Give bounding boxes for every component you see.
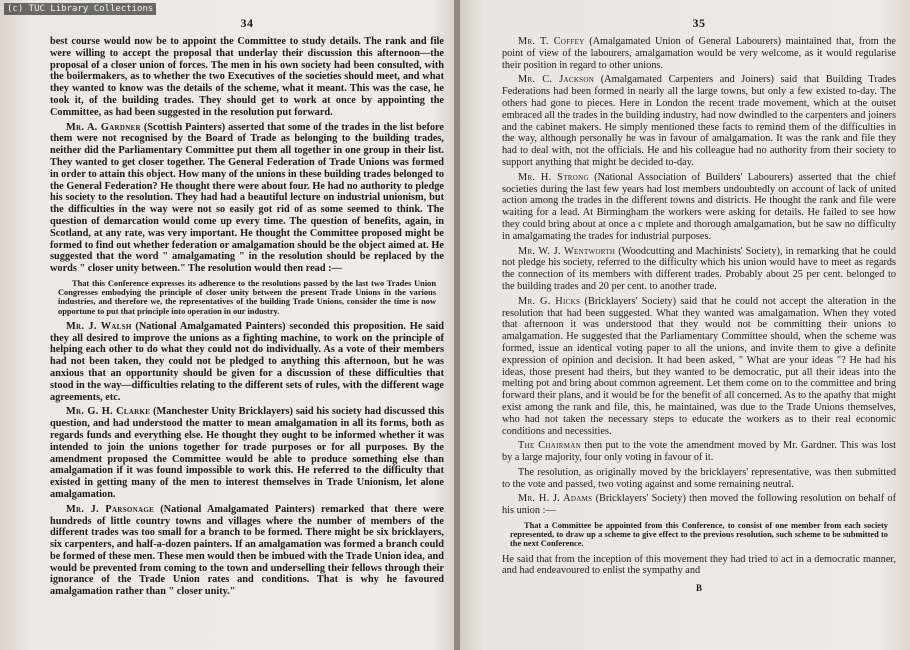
speaker-name: Mr. G. H. Clarke <box>66 406 151 418</box>
speaker-paragraph <box>50 406 444 500</box>
collection-watermark: (c) TUC Library Collections <box>4 3 156 15</box>
resolution-text <box>58 279 436 316</box>
paragraph <box>50 36 444 119</box>
speaker-paragraph <box>502 493 896 517</box>
speaker-name: Mr. W. J. Wentworth <box>518 245 616 257</box>
paragraph-text: then put to the vote the amendment moved by Mr. Gardner. This was lost by a large majority, four only voting in favour of it. <box>502 440 896 464</box>
right-page <box>458 0 910 650</box>
speaker-paragraph <box>50 504 444 598</box>
speaker-paragraph <box>502 36 896 71</box>
paragraph-text: (National Amalgamated Painters) remarked that there were hundreds of little country towns and villages where the number of members of the different trades was too small for a branch to be formed. There might be six bricklayers, six carpenters, and half-a-dozen painters. If an amalgamation was formed a branch could be formed of these men. These men would then be imbued with the Trade Union idea, and would be prevented from coming to the town and underselling their fellows through their ignorance of the Trade Union rates and conditions. That is why he favoured amalgamation rather than " closer unity." <box>50 503 444 598</box>
book-gutter <box>454 0 460 650</box>
paragraph-text: (Amalgamated Carpenters and Joiners) said that Building Trades Federations had been formed in nearly all the large towns, but only a few existed to-day. The others had gone to pieces. Here in London the recent trade movement, which at the outset embraced all the trades in the building industry, had now dwindled to the carpenters and joiners and the cabinet makers. He simply mentioned these facts to remind them of the difficulties in the way, although personally he was in favour of amalgamation. It was the rank and file they had to deal with, not the officials. He and his colleague had no authority from their society to support anything that might be decided to-day. <box>502 74 896 168</box>
speaker-paragraph <box>502 296 896 438</box>
paragraph-text: The resolution, as originally moved by the bricklayers' representative, was then submitted to the vote and passed, two voting against and some remaining neutral. <box>502 466 896 490</box>
paragraph-text: (Scottish Painters) asserted that some of the trades in the list before them were not recognised by the Board of Trade as belonging to the building trades, neither did the Parliamentary Committee put them all together in one group in their list. They wanted to get closer together. The General Federation of Trade Unions was formed in order to attain this object. How many of the unions in these building trades belonged to the General Federation? He thought there were about four. He had no authority to pledge his society to the resolution. They had had a beautiful lecture on industrial unionism, but the difficulties in the way were not so easily got rid of as some seemed to think. The question of demarcation would come up every time. The question of benefits, again, in Scotland, at any rate, was very important. He thought the Committee proposed might be formed to find out whether federation or amalgamation should be the object aimed at. He suggested that the word " amalgamating " in the resolution should be replaced by the words " closer unity between." The resolution would then read :— <box>50 121 444 275</box>
right-page-number: 35 <box>692 16 706 30</box>
speaker-paragraph <box>50 321 444 404</box>
paragraph-text: (Woodcutting and Machinists' Society), in remarking that he could not pledge his society, referred to the difficulty which his union would have to meet as regards the connection of its members with different trades. Probably about 25 per cent. belonged to the building trades and 20 per cent. to another trade. <box>502 245 896 292</box>
speaker-name: The Chairman <box>518 440 581 452</box>
left-page-text <box>50 36 444 598</box>
paragraph-text: (Manchester Unity Bricklayers) said his society had discussed this question, and had understood the matter to mean amalgamation in all its forms, both as regards funds and everything else. He thought they ought to be informed whether it was intended to join the unions together for trade purposes or for all purposes. By the amendment proposed the Committee would be able to produce something else than amalgamation if it was found impossible to work this. He referred to the difficulty that existed in getting many of the men to interest themselves in Trade Unionism, let alone amalgamation. <box>50 406 444 500</box>
speaker-paragraph <box>502 440 896 464</box>
paragraph-text: (Bricklayers' Society) said that he could not accept the alteration in the resolution that had been suggested. What they wanted was amalgamation. When they voted that afternoon it was understood that they would not be committing their unions to amalgamation. He suggested that the Parliamentary Committee should, when the scheme was formed, issue an identical voting paper to all the unions, and invite them to give a definite expression of opinion and decision. It had been asked, " What are your ideas "? He had his ideas, those present had theirs, but they wanted to be democratic, put all their ideas into the melting pot and bring about common agreement. Let them come on to the committee and bring forward their plans, and it would be for the benefit of all concerned. As to the apathy that might exist among the rank and file, this, he maintained, was due to the Trade Unions themselves, who had not taken the necessary steps to educate the workers as to their real economic conditions and necessities. <box>502 295 896 437</box>
signature-mark: B <box>695 583 702 594</box>
paragraph-text: (Amalgamated Union of General Labourers) maintained that, from the point of view of the labourers, amalgamation would be very welcome, as it would regularise their position in regard to other unions. <box>502 36 896 71</box>
right-page-text <box>502 36 896 577</box>
paragraph-text: That a Committee be appointed from this Conference, to consist of one member from each society represented, to draw up a scheme to give effect to the previous resolution, such scheme to be submitted to the next Conference. <box>510 521 888 549</box>
speaker-paragraph <box>50 122 444 275</box>
paragraph-text: (Bricklayers' Society) then moved the following resolution on behalf of his union :— <box>502 493 896 517</box>
paragraph-text: He said that from the inception of this movement they had tried to act in a democratic manner, and had endeavoured to enlist the sympathy and <box>502 553 896 577</box>
left-page-number: 34 <box>240 16 254 30</box>
paragraph-text: best course would now be to appoint the Committee to study details. The rank and file were willing to accept the proposal that underlay their discussion this afternoon—the proposal of a closer union of forces. The men in his own society had been consulted, with the boilermakers, as to whether the two Executives of the societies should meet, and what they wanted to know was the details of the scheme, what it meant. This was the case, he took it, of the building trades. They should get to work at once by appointing the Committee, as had been suggested in the resolution put forward. <box>50 36 444 118</box>
paragraph-text: (National Association of Builders' Labourers) asserted that the chief societies during the last few years had lost members undoubtedly on account of lack of united action among the trades in the different towns and districts. He thought the rank and file were waiting for a lead. At Birmingham the workers were asking for details. He failed to see how they could bring about at once a c mplete and thorough amalgamation, but he saw no difficulty in amalgamating the trades for industrial purposes. <box>502 171 896 242</box>
speaker-name: Mr. G. Hicks <box>518 295 581 307</box>
speaker-name: Mr. H. Strong <box>518 171 589 183</box>
speaker-paragraph <box>502 246 896 293</box>
speaker-name: Mr. J. Walsh <box>66 320 132 332</box>
paragraph <box>502 554 896 578</box>
speaker-name: Mr. T. Coffey <box>518 36 585 47</box>
speaker-name: Mr. H. J. Adams <box>518 493 593 505</box>
speaker-paragraph <box>502 74 896 168</box>
paragraph-text: That this Conference expresses its adherence to the resolutions passed by the last two Trades Union Congresses embodying the principle of closer unity between the present Trade Unions in the various industries, and therefore we, the representatives of the building Trade Unions, consider the time is now opportune to put that principle into operation in our industry. <box>58 278 436 316</box>
paragraph <box>502 467 896 491</box>
speaker-name: Mr. C. Jackson <box>518 74 595 86</box>
speaker-name: Mr. J. Parsonage <box>66 503 155 515</box>
speaker-paragraph <box>502 172 896 243</box>
resolution-text <box>510 521 888 549</box>
paragraph-text: (National Amalgamated Painters) seconded this proposition. He said they all desired to improve the unions as a fighting machine, to work on the principle of helping each other to do what they could not do individually. As a vote of their members had not been taken, they could not be pledged to anything this afternoon, but he was anxious that an opportunity should be given for a discussion of these difficulties that stood in the way—difficulties relating to the different sets of rules, with the different wage agreements, etc. <box>50 320 444 403</box>
speaker-name: Mr. A. Gardner <box>66 121 141 133</box>
